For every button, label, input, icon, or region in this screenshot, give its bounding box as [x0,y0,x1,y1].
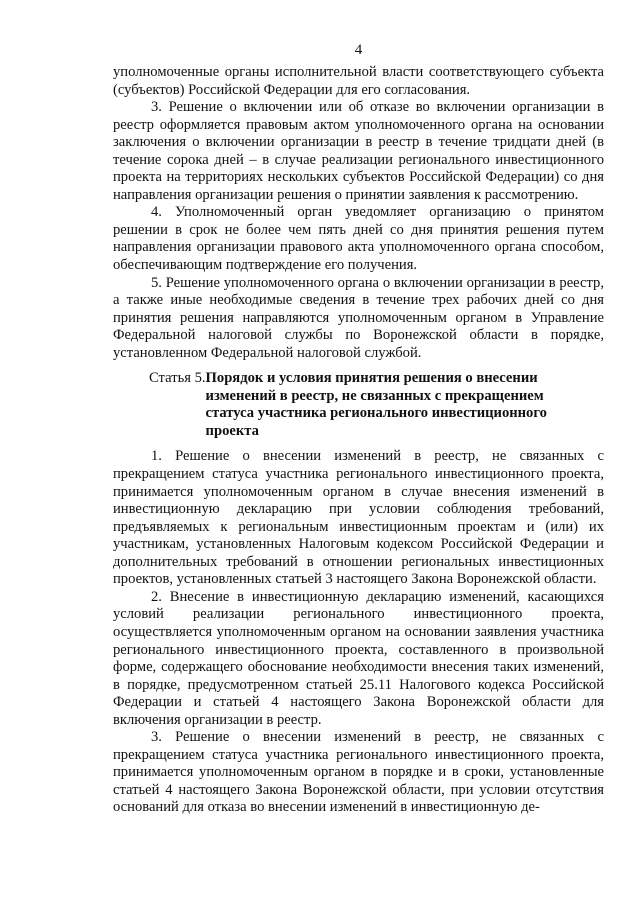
article-title: Порядок и условия принятия решения о внесении изменений в реестр, не связанных с прекращением статуса участника регионального инвестиционного проекта [205,370,547,439]
article-heading [113,370,604,440]
page-number: 4 [354,42,363,58]
article-paragraph-2: 2. Внесение в инвестиционную декларацию изменений, касающихся условий реализации регионального инвестиционного проекта, осуществляется уполномоченным органом на основании заявления участника регионального инвестиционного проекта, составленного в произвольной форме, содержащего обоснование необходимости внесения таких изменений, в порядке, предусмотренном статьей 25.11 Налогового кодекса Российской Федерации и статьей 4 настоящего Закона Воронежской области для включения организации в реестр. [113,588,604,728]
paragraph-item-4: 4. Уполномоченный орган уведомляет организацию о принятом решении в срок не более чем пять дней со дня принятия решения путем направления организации правового акта уполномоченного органа способом, обеспечивающим подтверждение его получения. [113,204,604,274]
article-label: Статья 5. [149,370,206,387]
article-paragraph-1: 1. Решение о внесении изменений в реестр, не связанных с прекращением статуса участника регионального инвестиционного проекта, принимается уполномоченным органом в случае внесения изменений в инвестиционную декларацию при условии соблюдения требований, предъявляемых к региональным инвестиционным проектам и (или) их участникам, установленных Налоговым кодексом Российской Федерации и дополнительных требований в отношении региональных инвестиционных проектов, установленных статьей 3 настоящего Закона Воронежской области. [113,448,604,588]
paragraph-continuation: уполномоченные органы исполнительной власти соответствующего субъекта (субъектов) Российской Федерации для его согласования. [113,64,604,98]
paragraph-item-5: 5. Решение уполномоченного органа о включении организации в реестр, а также иные необходимые сведения в течение трех рабочих дней со дня принятия решения направляются уполномоченным органом в Управление Федеральной налоговой службы по Воронежской области в порядке, установленном Федеральной налоговой службой. [113,274,604,361]
article-paragraph-3: 3. Решение о внесении изменений в реестр, не связанных с прекращением статуса участника регионального инвестиционного проекта, принимается уполномоченным органом в порядке и в сроки, установленные статьей 4 настоящего Закона Воронежской области, при условии отсутствия оснований для отказа во внесении изменений в инвестиционную де- [113,729,604,816]
paragraph-item-3: 3. Решение о включении или об отказе во включении организации в реестр оформляется правовым актом уполномоченного органа на основании заключения о включении организации в реестр в течение тридцати дней (в течение сорока дней – в случае реализации регионального инвестиционного проекта на территориях нескольких субъектов Российской Федерации) со дня направления организации решения о принятии заявления к рассмотрению. [113,99,604,203]
